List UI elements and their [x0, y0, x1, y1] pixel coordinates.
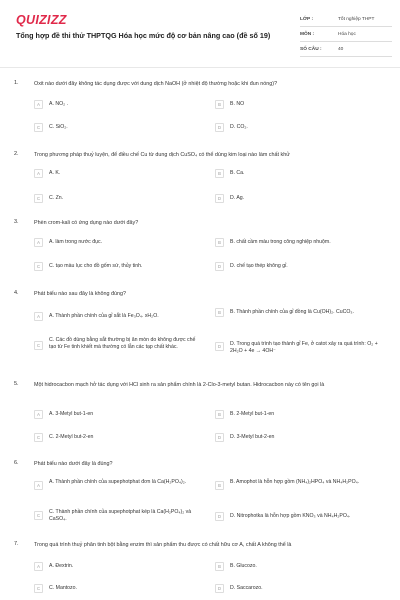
- option-text: A. NO₂ .: [49, 101, 69, 107]
- option-d[interactable]: [215, 123, 380, 132]
- question-number: 3.: [14, 219, 19, 225]
- option-d[interactable]: [215, 340, 380, 355]
- option-letter-box: B: [215, 100, 224, 109]
- option-letter-box: A: [34, 481, 43, 490]
- question-text: Phát biểu nào sau đây là không đúng?: [34, 291, 127, 297]
- option-letter-box: D: [215, 512, 224, 521]
- option-text: B. Amophot là hỗn hợp gồm (NH₄)₂HPO₄ và NH₄H₂PO₄.: [230, 479, 360, 485]
- option-letter-box: D: [215, 433, 224, 442]
- option-text: D. Nitrophotka là hỗn hợp gồm KNO₃ và NH₄H₂PO₄.: [230, 513, 351, 519]
- option-text: C. 2-Metyl but-2-en: [49, 434, 94, 440]
- option-text: C. tạo màu lục cho đồ gốm sứ, thủy tinh.: [49, 263, 143, 269]
- option-letter-box: D: [215, 342, 224, 351]
- option-letter-box: B: [215, 410, 224, 419]
- option-c[interactable]: [34, 262, 199, 271]
- worksheet-header: [0, 0, 400, 66]
- option-letter-box: C: [34, 123, 43, 132]
- option-b[interactable]: [215, 238, 380, 247]
- option-text: D. Ag.: [230, 195, 245, 201]
- question-number: 1.: [14, 80, 19, 86]
- option-letter-box: D: [215, 262, 224, 271]
- meta-value: 40: [338, 46, 344, 52]
- question-number: 5.: [14, 381, 19, 387]
- option-text: B. 2-Metyl but-1-en: [230, 411, 275, 417]
- option-letter-box: A: [34, 562, 43, 571]
- meta-key: MÔN :: [300, 31, 315, 37]
- question-text: Phèn crom-kali có ứng dụng nào dưới đây?: [34, 220, 139, 226]
- question-text: Oxit nào dưới đây không tác dụng được với dung dịch NaOH (ở nhiệt độ thường hoặc khi đun nóng)?: [34, 81, 278, 87]
- option-text: D. Saccarozo.: [230, 585, 263, 591]
- quizizz-logo: QUIZIZZ: [16, 13, 67, 27]
- option-text: C. SiO₂.: [49, 124, 68, 130]
- worksheet-title: Tổng hợp đề thi thử THPTQG Hóa học mức độ cơ bản nâng cao (đề số 19): [16, 31, 271, 40]
- question-number: 4.: [14, 290, 19, 296]
- meta-value: Tốt nghiệp THPT: [338, 16, 375, 22]
- option-text: C. Zn.: [49, 195, 64, 201]
- option-text: D. chế tạo thép không gỉ.: [230, 263, 288, 269]
- meta-table: [300, 12, 392, 57]
- option-letter-box: B: [215, 481, 224, 490]
- option-b[interactable]: [215, 562, 380, 571]
- option-letter-box: B: [215, 169, 224, 178]
- option-letter-box: A: [34, 410, 43, 419]
- option-c[interactable]: [34, 194, 199, 203]
- question-number: 2.: [14, 151, 19, 157]
- option-letter-box: D: [215, 584, 224, 593]
- option-b[interactable]: [215, 100, 380, 109]
- option-c[interactable]: [34, 123, 199, 132]
- option-letter-box: B: [215, 308, 224, 317]
- option-text: D. Trong quá trình tạo thành gỉ Fe, ở catot xảy ra quá trình: O₂ + 2H₂O + 4e → 4OH⁻: [230, 341, 378, 354]
- option-letter-box: D: [215, 123, 224, 132]
- option-letter-box: B: [215, 562, 224, 571]
- meta-key: LỚP :: [300, 16, 314, 22]
- option-letter-box: C: [34, 194, 43, 203]
- option-text: C. Các đồ dùng bằng sắt thường bị ăn mòn do không được chế tạo từ Fe tinh khiết mà thường có lẫn các tạp chất khác.: [49, 337, 196, 350]
- meta-row-subject: [300, 27, 392, 42]
- option-text: D. 3-Metyl but-2-en: [230, 434, 275, 440]
- meta-row-class: [300, 12, 392, 27]
- option-b[interactable]: [215, 308, 380, 317]
- option-letter-box: A: [34, 312, 43, 321]
- option-letter-box: D: [215, 194, 224, 203]
- option-text: A. Thành phần chính của gỉ sắt là Fe₃O₄. xH₂O.: [49, 313, 159, 319]
- option-letter-box: C: [34, 341, 43, 350]
- option-text: B. chất cầm màu trong công nghiệp nhuộm.: [230, 239, 331, 245]
- option-letter-box: C: [34, 511, 43, 520]
- option-c[interactable]: [34, 433, 199, 442]
- question-number: 7.: [14, 541, 19, 547]
- option-c[interactable]: [34, 584, 199, 593]
- option-text: C. Mantozo.: [49, 585, 77, 591]
- option-text: B. Ca.: [230, 170, 245, 176]
- option-text: B. Glucozo.: [230, 563, 257, 569]
- option-text: A. làm trong nước đục.: [49, 239, 103, 245]
- option-a[interactable]: [34, 169, 199, 178]
- option-c[interactable]: [34, 336, 199, 351]
- option-letter-box: B: [215, 238, 224, 247]
- option-b[interactable]: [215, 478, 380, 490]
- option-b[interactable]: [215, 169, 380, 178]
- option-d[interactable]: [215, 512, 380, 521]
- option-text: A. Thành phần chính của supephotphat đơn là Ca(H₂PO₄)₂.: [49, 479, 187, 485]
- option-letter-box: C: [34, 262, 43, 271]
- header-divider: [0, 67, 400, 68]
- option-text: C. Thành phần chính của supephotphat kép là Ca(H₂PO₄)₂ và CaSO₄.: [49, 509, 192, 522]
- option-letter-box: A: [34, 100, 43, 109]
- question-text: Trong quá trình thuỷ phân tinh bột bằng enzim thì sản phẩm thu được có chất hữu cơ A, chất A không thể là: [34, 542, 292, 548]
- option-a[interactable]: [34, 478, 199, 490]
- option-d[interactable]: [215, 584, 380, 593]
- option-letter-box: A: [34, 238, 43, 247]
- option-text: B. Thành phần chính của gỉ đồng là Cu(OH)₂. CuCO₃.: [230, 309, 354, 315]
- question-text: Trong phương pháp thuỷ luyện, để điều chế Cu từ dung dịch CuSO₄ có thể dùng kim loại nào làm chất khử: [34, 152, 290, 158]
- question-text: Phát biểu nào dưới đây là đúng?: [34, 461, 113, 467]
- option-text: B. NO: [230, 101, 245, 107]
- option-text: A. K.: [49, 170, 61, 176]
- option-c[interactable]: [34, 508, 199, 523]
- option-b[interactable]: [215, 410, 380, 419]
- meta-key: SỐ CÂU :: [300, 46, 322, 52]
- option-d[interactable]: [215, 194, 380, 203]
- meta-row-count: [300, 42, 392, 57]
- option-a[interactable]: [34, 410, 199, 419]
- option-letter-box: C: [34, 584, 43, 593]
- option-a[interactable]: [34, 562, 199, 571]
- option-a[interactable]: [34, 312, 199, 321]
- meta-value: Hóa học: [338, 31, 356, 37]
- option-letter-box: A: [34, 169, 43, 178]
- question-number: 6.: [14, 460, 19, 466]
- option-letter-box: C: [34, 433, 43, 442]
- option-text: D. CO₂.: [230, 124, 248, 130]
- option-a[interactable]: [34, 100, 199, 109]
- option-d[interactable]: [215, 433, 380, 442]
- option-d[interactable]: [215, 262, 380, 271]
- question-text: Một hidrocacbon mạch hở tác dụng với HCl sinh ra sản phẩm chính là 2-Clo-3-metyl butan. Hidrocacbon này có tên gọi là: [34, 382, 325, 388]
- option-text: A. 3-Metyl but-1-en: [49, 411, 94, 417]
- option-a[interactable]: [34, 238, 199, 247]
- option-text: A. Đextrin.: [49, 563, 74, 569]
